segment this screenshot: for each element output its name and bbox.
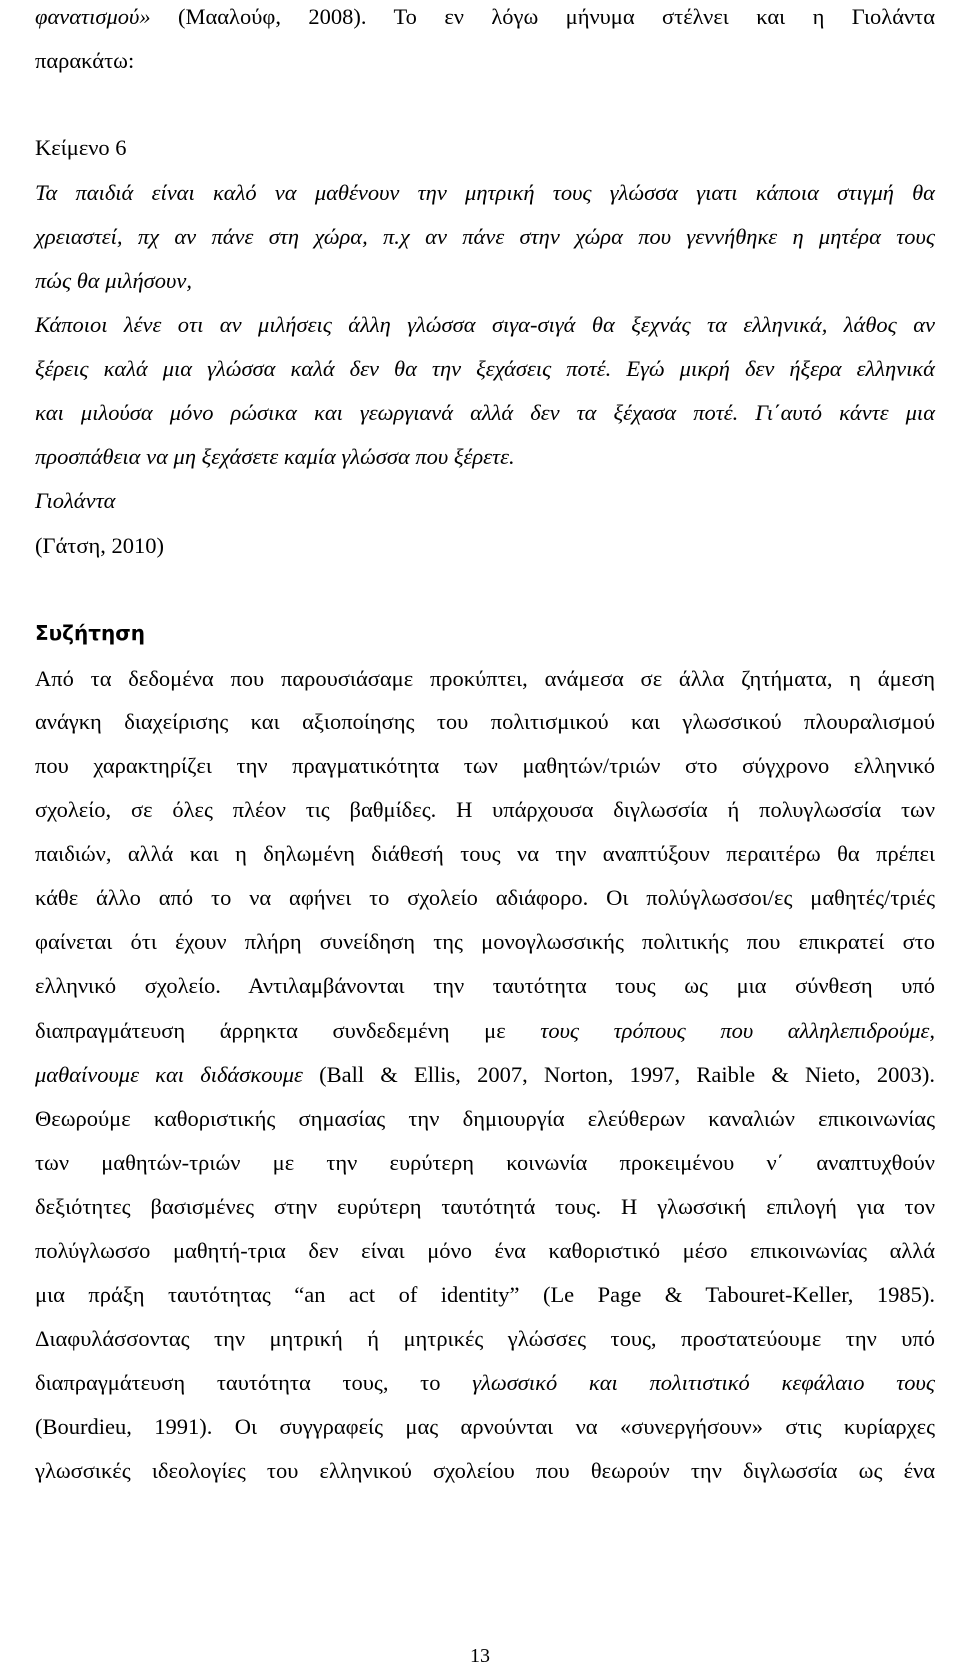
body-line: φαίνεται ότι έχουν πλήρη συνείδηση της μονογλωσσικής πολιτικής που επικρατεί στο	[35, 929, 935, 954]
body-line: σχολείο, σε όλες πλέον τις βαθμίδες. Η υπάρχουσα διγλωσσία ή πολυγλωσσία των	[35, 797, 935, 822]
quote-line: προσπάθεια να μη ξεχάσετε καμία γλώσσα που ξέρετε.	[35, 444, 515, 469]
body-line: διαπραγμάτευση άρρηκτα συνδεδεμένη με τους τρόπους που αλληλεπιδρούμε,	[35, 1018, 935, 1043]
body-line: δεξιότητες βασισμένες στην ευρύτερη ταυτότητά τους. Η γλωσσική επιλογή για τον	[35, 1194, 935, 1219]
text-line: φανατισμού» (Μααλούφ, 2008). Το εν λόγω μήνυμα στέλνει και η Γιολάντα	[35, 4, 935, 29]
quote-source: (Γάτση, 2010)	[35, 533, 164, 558]
quote-line: ξέρεις καλά μια γλώσσα καλά δεν θα την ξεχάσεις ποτέ. Εγώ μικρή δεν ήξερα ελληνικά	[35, 356, 935, 381]
body-line: Θεωρούμε καθοριστικής σημασίας την δημιουργία ελεύθερων καναλιών επικοινωνίας	[35, 1106, 935, 1131]
body-line: μαθαίνουμε και διδάσκουμε (Ball & Ellis, 2007, Norton, 1997, Raible & Nieto, 2003).	[35, 1062, 935, 1087]
quote-line: Τα παιδιά είναι καλό να μαθένουν την μητρική τους γλώσσα γιατι κάποια στιγμή θα	[35, 180, 935, 205]
body-line: ελληνικό σχολείο. Αντιλαμβάνονται την ταυτότητα τους ως μια σύνθεση υπό	[35, 973, 935, 998]
quote-line: Κάποιοι λένε οτι αν μιλήσεις άλλη γλώσσα σιγα-σιγά θα ξεχνάς τα ελληνικά, λάθος αν	[35, 312, 935, 337]
body-line: κάθε άλλο από το να αφήνει το σχολείο αδιάφορο. Οι πολύγλωσσοι/ες μαθητές/τριές	[35, 885, 935, 910]
body-line: παιδιών, αλλά και η δηλωμένη διάθεσή τους να την αναπτύξουν περαιτέρω θα πρέπει	[35, 841, 935, 866]
quote-line: και μιλούσα μόνο ρώσικα και γεωργιανά αλλά δεν τα ξέχασα ποτέ. Γι΄αυτό κάντε μια	[35, 400, 935, 425]
body-line: Από τα δεδομένα που παρουσιάσαμε προκύπτει, ανάμεσα σε άλλα ζητήματα, η άμεση	[35, 666, 935, 691]
body-line: μια πράξη ταυτότητας “an act of identity” (Le Page & Tabouret-Keller, 1985).	[35, 1282, 935, 1307]
body-line: (Bourdieu, 1991). Οι συγγραφείς μας αρνούνται να «συνεργήσουν» στις κυρίαρχες	[35, 1414, 935, 1439]
body-line: γλωσσικές ιδεολογίες του ελληνικού σχολείου που θεωρούν την διγλωσσία ως ένα	[35, 1458, 935, 1483]
text-line: παρακάτω:	[35, 48, 135, 73]
body-line: που χαρακτηρίζει την πραγματικότητα των μαθητών/τριών στο σύγχρονο ελληνικό	[35, 753, 935, 778]
quote-line: χρειαστεί, πχ αν πάνε στη χώρα, π.χ αν πάνε στην χώρα που γεννήθηκε η μητέρα τους	[35, 224, 935, 249]
quote-line: πώς θα μιλήσουν,	[35, 268, 192, 293]
quote-heading: Κείμενο 6	[35, 135, 127, 160]
body-line: Διαφυλάσσοντας την μητρική ή μητρικές γλώσσες τους, προστατεύουμε την υπό	[35, 1326, 935, 1351]
quote-signature: Γιολάντα	[35, 488, 116, 513]
body-line: πολύγλωσσο μαθητή-τρια δεν είναι μόνο ένα καθοριστικό μέσο επικοινωνίας αλλά	[35, 1238, 935, 1263]
page-number: 13	[470, 1645, 490, 1667]
body-line: ανάγκη διαχείρισης και αξιοποίησης του πολιτισμικού και γλωσσικού πλουραλισμού	[35, 709, 935, 734]
section-heading: Συζήτηση	[35, 621, 146, 645]
body-line: διαπραγμάτευση ταυτότητα τους, το γλωσσικό και πολιτιστικό κεφάλαιο τους	[35, 1370, 935, 1395]
body-line: των μαθητών-τριών με την ευρύτερη κοινωνία προκειμένου ν΄ αναπτυχθούν	[35, 1150, 935, 1175]
